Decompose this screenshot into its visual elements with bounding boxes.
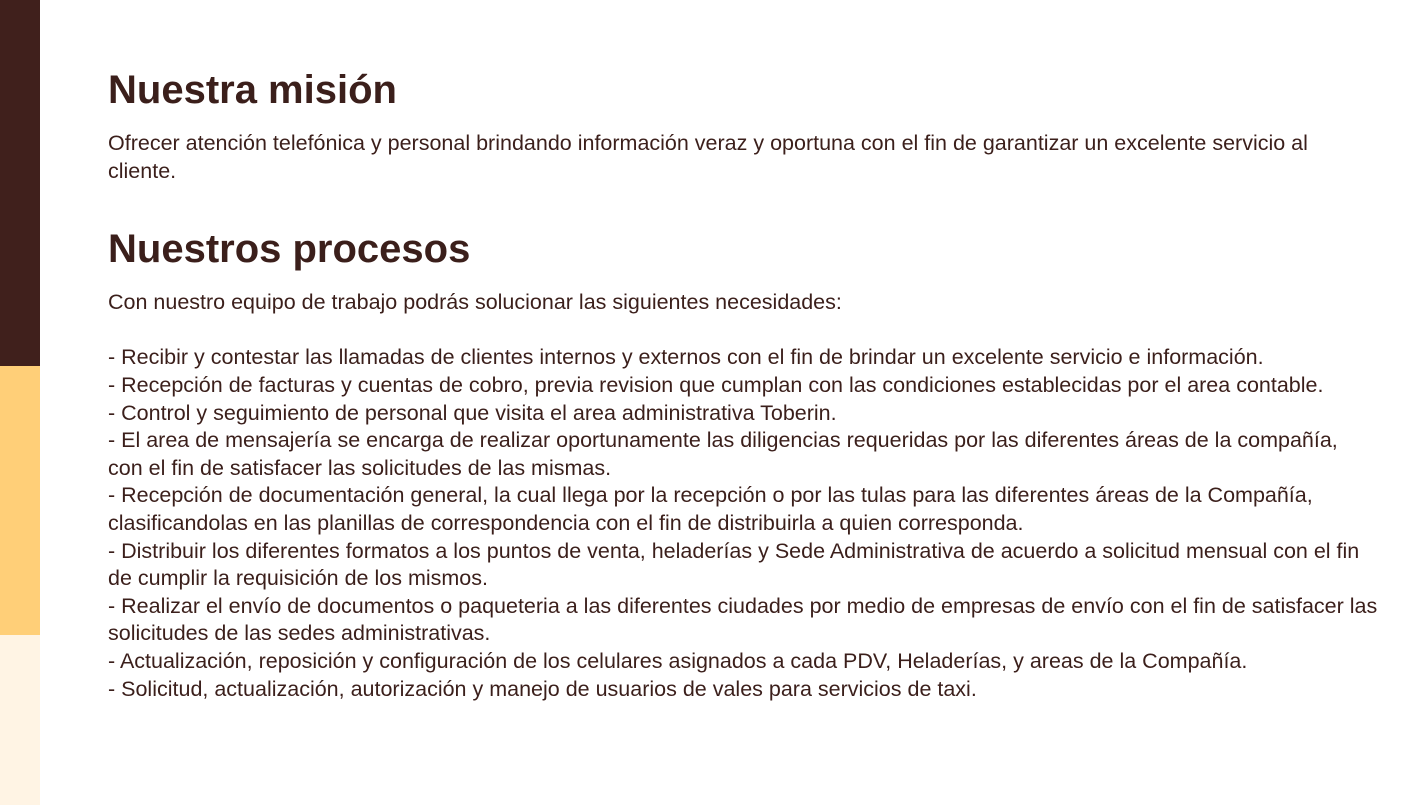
mission-text: Ofrecer atención telefónica y personal brindando información veraz y oportuna con el fin de garantizar un excelente servicio al cliente. [108, 131, 1308, 183]
process-item: - Distribuir los diferentes formatos a los puntos de venta, heladerías y Sede Administrativa de acuerdo a solicitud mensual con el fin de cumplir la requisición de los mismos. [108, 538, 1360, 591]
process-item: - El area de mensajería se encarga de realizar oportunamente las diligencias requeridas por las diferentes áreas de la compañía, con el fin de satisfacer las solicitudes de las mismas. [108, 428, 1338, 480]
process-item: - Solicitud, actualización, autorización y manejo de usuarios de vales para servicios de taxi. [108, 676, 977, 701]
side-bar-yellow-segment [0, 366, 40, 635]
side-bar-dark-segment [0, 0, 40, 366]
process-item: - Recibir y contestar las llamadas de clientes internos y externos con el fin de brindar un excelente servicio e información. [108, 345, 1264, 370]
main-content [108, 66, 1378, 703]
processes-title: Nuestros procesos [108, 227, 471, 272]
mission-title: Nuestra misión [108, 68, 397, 112]
processes-section [108, 225, 1378, 703]
process-item: - Realizar el envío de documentos o paqueteria a las diferentes ciudades por medio de empresas de envío con el fin de satisfacer las solicitudes de las sedes administrativas. [108, 593, 1378, 646]
side-bar-cream-segment [0, 635, 40, 805]
processes-intro: Con nuestro equipo de trabajo podrás solucionar las siguientes necesidades: [108, 290, 842, 315]
process-item: - Recepción de facturas y cuentas de cobro, previa revision que cumplan con las condiciones establecidas por el area contable. [108, 372, 1324, 397]
process-item: - Recepción de documentación general, la cual llega por la recepción o por las tulas para las diferentes áreas de la Compañía, clasificandolas en las planillas de correspondencia con el fin de distribuirla a quien corresponda. [108, 483, 1313, 535]
process-item: - Actualización, reposición y configuración de los celulares asignados a cada PDV, Heladerías, y areas de la Compañía. [108, 648, 1248, 673]
processes-list [108, 344, 1378, 703]
decorative-side-bar [0, 0, 40, 805]
process-item: - Control y seguimiento de personal que visita el area administrativa Toberin. [108, 400, 837, 425]
mission-section [108, 66, 1378, 185]
